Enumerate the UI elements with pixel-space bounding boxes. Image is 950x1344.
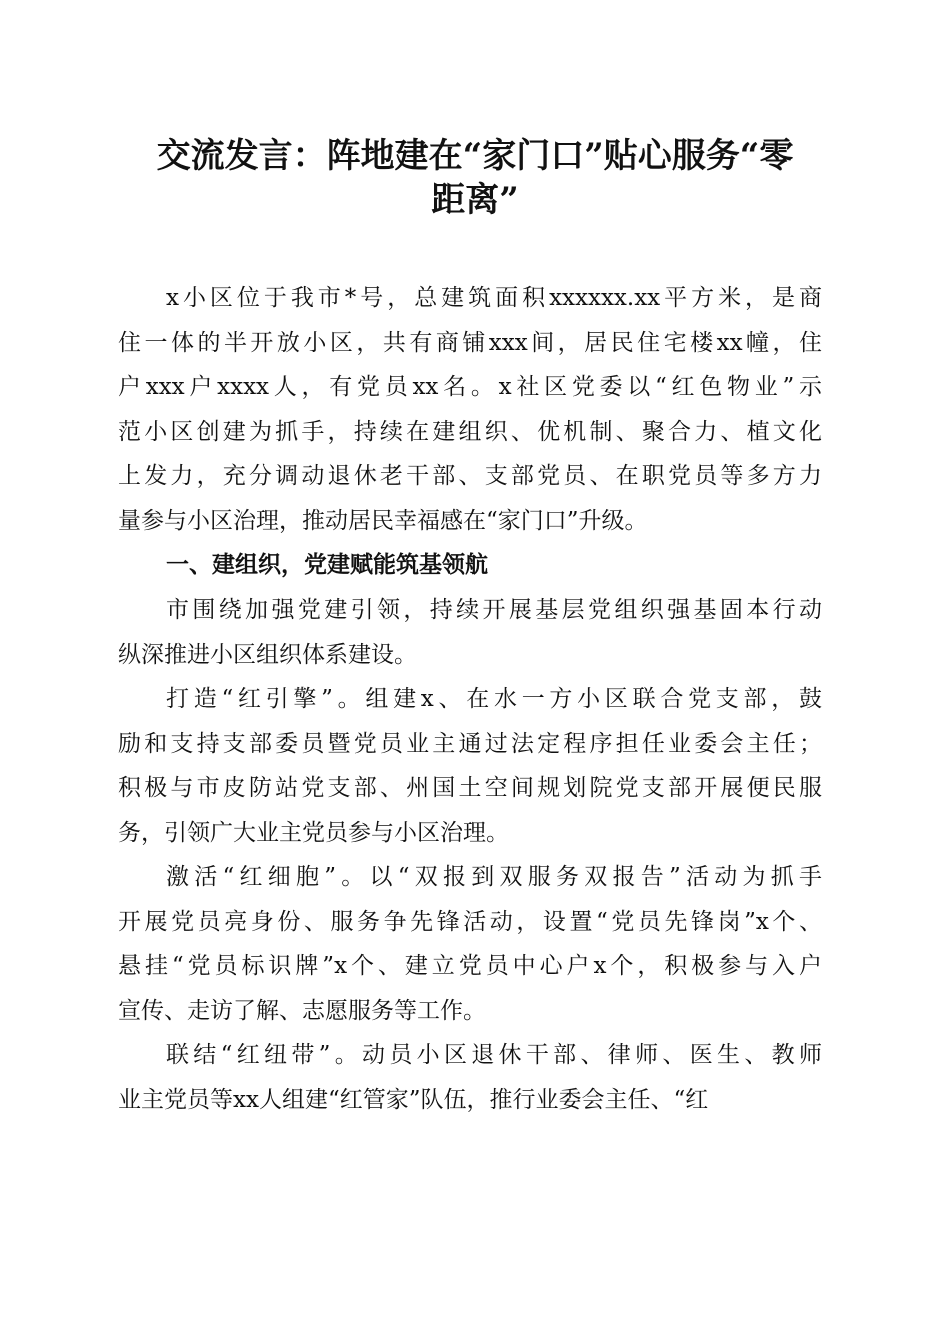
paragraph-line: 励和支持支部委员暨党员业主通过法定程序担任业委会主任； <box>118 730 822 757</box>
paragraph-line: 悬挂“党员标识牌”x个、建立党员中心户x个，积极参与入户 <box>118 953 822 979</box>
document-title-line-1: 交流发言：阵地建在“家门口”贴心服务“零 <box>156 136 794 176</box>
paragraph-line: 纵深推进小区组织体系建设。 <box>118 641 417 668</box>
paragraph-line: 业主党员等xx人组建“红管家”队伍，推行业委会主任、“红 <box>118 1086 709 1113</box>
paragraph-line: 打造“红引擎”。组建x、在水一方小区联合党支部，鼓 <box>166 686 822 712</box>
paragraph-line: 户xxx户xxxx人，有党员xx名。x社区党委以“红色物业”示 <box>118 374 822 400</box>
paragraph-line: 市围绕加强党建引领，持续开展基层党组织强基固本行动 <box>166 597 822 623</box>
paragraph-line: 范小区创建为抓手，持续在建组织、优机制、聚合力、植文化 <box>118 418 822 445</box>
paragraph-line: 住一体的半开放小区，共有商铺xxx间，居民住宅楼xx幢，住 <box>118 329 822 356</box>
paragraph-line: 宣传、走访了解、志愿服务等工作。 <box>118 997 486 1024</box>
paragraph-line: 务，引领广大业主党员参与小区治理。 <box>118 819 509 846</box>
paragraph-line: 联结“红纽带”。动员小区退休干部、律师、医生、教师 <box>166 1042 822 1068</box>
paragraph-line: 上发力，充分调动退休老干部、支部党员、在职党员等多方力 <box>118 463 822 489</box>
paragraph-line: 开展党员亮身份、服务争先锋活动，设置“党员先锋岗”x个、 <box>118 908 822 935</box>
paragraph-line: x小区位于我市*号，总建筑面积xxxxxx.xx平方米，是商 <box>166 285 822 311</box>
paragraph-line: 量参与小区治理，推动居民幸福感在“家门口”升级。 <box>118 507 648 534</box>
paragraph-line: 积极与市皮防站党支部、州国土空间规划院党支部开展便民服 <box>118 775 822 801</box>
document-title-line-2: 距离” <box>431 180 519 220</box>
paragraph-line: 激活“红细胞”。以“双报到双服务双报告”活动为抓手 <box>166 864 822 890</box>
section-heading: 一、建组织，党建赋能筑基领航 <box>166 552 488 578</box>
